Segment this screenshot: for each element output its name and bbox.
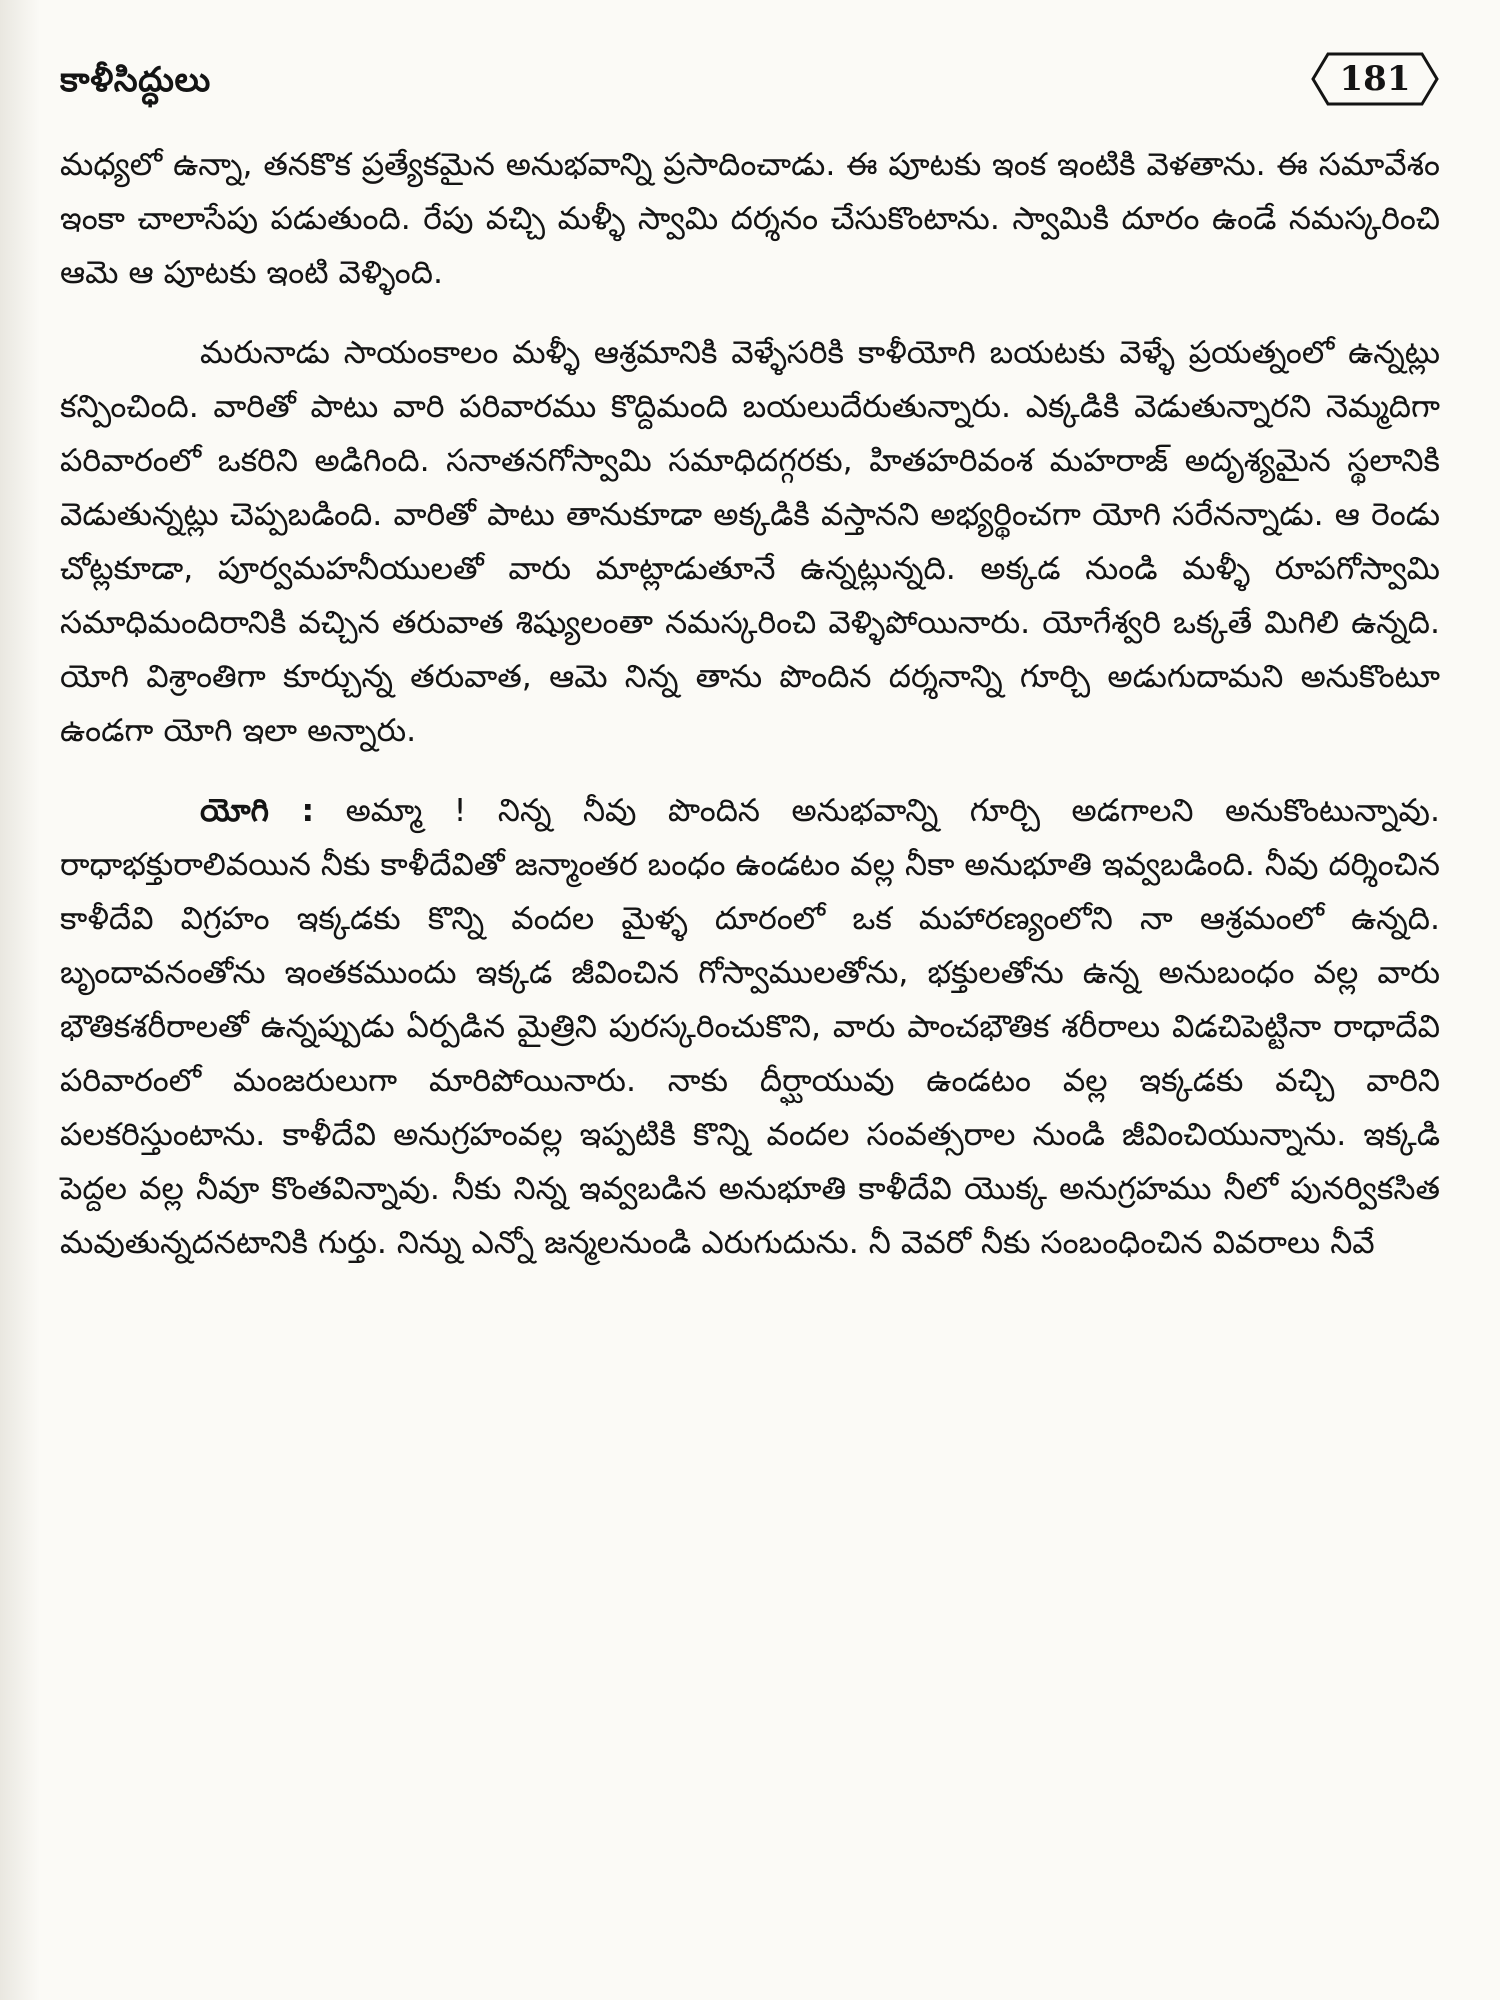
paragraph-3 bbox=[60, 784, 1440, 1270]
page-number: 181 bbox=[1339, 59, 1411, 99]
running-title: కాళీసిద్ధులు bbox=[60, 60, 211, 100]
body-text bbox=[60, 138, 1440, 1270]
paragraph-3-text: అమ్మా ! నిన్న నీవు పొందిన అనుభవాన్ని గూర్చి అడగాలని అనుకొంటున్నావు. రాధాభక్తురాలివయిన నీకు కాళీదేవితో జన్మాంతర బంధం ఉండటం వల్ల నీకా అనుభూతి ఇవ్వబడింది. నీవు దర్శించిన కాళీదేవి విగ్రహం ఇక్కడకు కొన్ని వందల మైళ్ళ దూరంలో ఒక మహారణ్యంలోని నా ఆశ్రమంలో ఉన్నది. బృందావనంతోను ఇంతకముందు ఇక్కడ జీవించిన గోస్వాములతోను, భక్తులతోను ఉన్న అనుబంధం వల్ల వారు భౌతికశరీరాలతో ఉన్నప్పుడు ఏర్పడిన మైత్రిని పురస్కరించుకొని, వారు పాంచభౌతిక శరీరాలు విడచిపెట్టినా రాధాదేవి పరివారంలో మంజరులుగా మారిపోయినారు. నాకు దీర్ఘాయువు ఉండటం వల్ల ఇక్కడకు వచ్చి వారిని పలకరిస్తుంటాను. కాళీదేవి అనుగ్రహంవల్ల ఇప్పటికి కొన్ని వందల సంవత్సరాల నుండి జీవించియున్నాను. ఇక్కడి పెద్దల వల్ల నీవూ కొంతవిన్నావు. నీకు నిన్న ఇవ్వబడిన అనుభూతి కాళీదేవి యొక్క అనుగ్రహము నీలో పునర్వికసిత మవుతున్నదనటానికి గుర్తు. నిన్ను ఎన్నో జన్మలనుండి ఎరుగుదును. నీ వెవరో నీకు సంబంధించిన వివరాలు నీవే bbox=[60, 793, 1440, 1261]
page-gutter-shadow bbox=[0, 0, 40, 2000]
paragraph-2: మరునాడు సాయంకాలం మళ్ళీ ఆశ్రమానికి వెళ్ళేసరికి కాళీయోగి బయటకు వెళ్ళే ప్రయత్నంలో ఉన్నట్లు కన్పించింది. వారితో పాటు వారి పరివారము కొద్దిమంది బయలుదేరుతున్నారు. ఎక్కడికి వెడుతున్నారని నెమ్మదిగా పరివారంలో ఒకరిని అడిగింది. సనాతనగోస్వామి సమాధిదగ్గరకు, హితహరివంశ మహరాజ్ అదృశ్యమైన స్థలానికి వెడుతున్నట్లు చెప్పబడింది. వారితో పాటు తానుకూడా అక్కడికి వస్తానని అభ్యర్థించగా యోగి సరేనన్నాడు. ఆ రెండు చోట్లకూడా, పూర్వమహనీయులతో వారు మాట్లాడుతూనే ఉన్నట్లున్నది. అక్కడ నుండి మళ్ళీ రూపగోస్వామి సమాధిమందిరానికి వచ్చిన తరువాత శిష్యులంతా నమస్కరించి వెళ్ళిపోయినారు. యోగేశ్వరి ఒక్కతే మిగిలి ఉన్నది. యోగి విశ్రాంతిగా కూర్చున్న తరువాత, ఆమె నిన్న తాను పొందిన దర్శనాన్ని గూర్చి అడుగుదామని అనుకొంటూ ఉండగా యోగి ఇలా అన్నారు. bbox=[60, 335, 1440, 749]
page-number-badge bbox=[1310, 50, 1440, 108]
speaker-label: యోగి : bbox=[200, 793, 315, 829]
page-header bbox=[60, 50, 1440, 120]
paragraph-1: మధ్యలో ఉన్నా, తనకొక ప్రత్యేకమైన అనుభవాన్ని ప్రసాదించాడు. ఈ పూటకు ఇంక ఇంటికి వెళతాను. ఈ సమావేశం ఇంకా చాలాసేపు పడుతుంది. రేపు వచ్చి మళ్ళీ స్వామి దర్శనం చేసుకొంటాను. స్వామికి దూరం ఉండే నమస్కరించి ఆమె ఆ పూటకు ఇంటి వెళ్ళింది. bbox=[60, 147, 1440, 291]
